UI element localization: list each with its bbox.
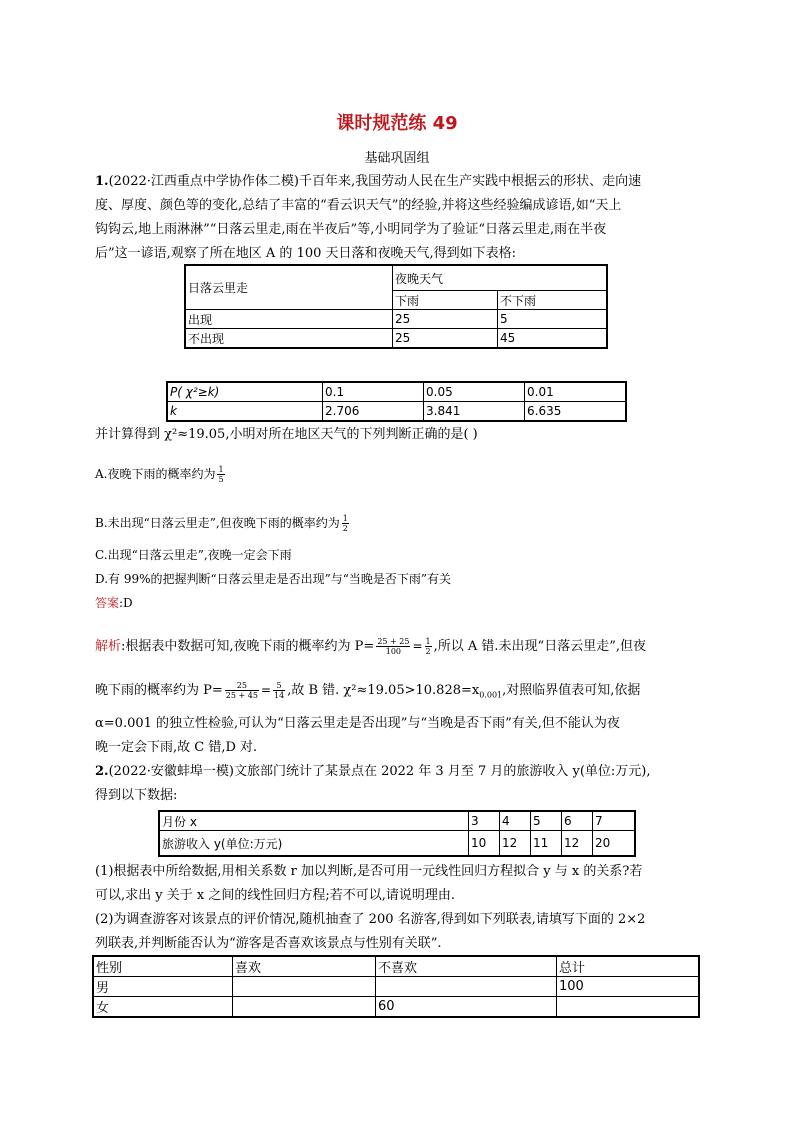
option-b: B.未出现“日落云里走”,但夜晚下雨的概率约为 $\frac{1}{2}$ <box>95 514 348 533</box>
critical-value-table <box>166 381 627 422</box>
q1-line3: 钩钩云,地上雨淋淋”“日落云里走,雨在半夜后”等,小明同学为了验证“日落云里走,雨在半夜 <box>95 222 607 237</box>
analysis-label: 解析 <box>95 639 122 654</box>
q2-line1: 2.(2022·安徽蚌埠一模)文旅部门统计了某景点在 2022 年 3 月至 7 月的旅游收入 y(单位:万元), <box>95 764 651 779</box>
analysis-line2: 晚下雨的概率约为 P= $\frac{25}{25 + 45}$ = $\frac{5}{14}$ ,故 B 错. $\chi^2\approx 19.05>10.828=x_{0.001}$,对照临界值表可知,依据 <box>95 681 641 700</box>
table-row: 月份 x 3 4 5 6 7 <box>159 811 635 831</box>
weather-contingency-table <box>184 264 608 349</box>
analysis-line3: α=0.001 的独立性检验,可认为“日落云里走是否出现”与“当晚是否下雨”有关,但不能认为夜 <box>95 716 620 731</box>
answer-label: 答案 <box>95 596 120 610</box>
q1-line1: 1.(2022·江西重点中学协作体二模)千百年来,我国劳动人民在生产实践中根据云的形状、走向速 <box>95 174 642 189</box>
table-row: 性别 喜欢 不喜欢 总计 <box>93 956 699 977</box>
q2-number: 2. <box>95 764 109 779</box>
table-row: 不出现 25 45 <box>185 329 607 349</box>
q2-part1-line1: (1)根据表中所给数据,用相关系数 r 加以判断,是否可用一元线性回归方程拟合 y 与 x 的关系?若 <box>95 864 643 879</box>
q1-stem-end: 并计算得到 χ²≈19.05,小明对所在地区天气的下列判断正确的是( ) <box>95 427 478 442</box>
q1-line4: 后”这一谚语,观察了所在地区 A 的 100 天日落和夜晚天气,得到如下表格: <box>95 246 517 261</box>
q2-part2-line1: (2)为调查游客对该景点的评价情况,随机抽查了 200 名游客,得到如下列联表,请填写下面的 2×2 <box>95 912 646 927</box>
q2-part2-line2: 列联表,并判断能否认为“游客是否喜欢该景点与性别有关联”. <box>95 936 442 951</box>
income-table <box>158 810 636 857</box>
option-d: D.有 99%的把握判断“日落云里走是否出现”与“当晚是否下雨”有关 <box>95 572 452 586</box>
table-row: 出现 25 5 <box>185 310 607 329</box>
option-c: C.出现“日落云里走”,夜晚一定会下雨 <box>95 548 292 562</box>
fraction: $\frac{1}{5}$ <box>218 465 224 484</box>
answer: 答案:D <box>95 596 133 610</box>
table-row: 男 100 <box>93 977 699 997</box>
table-row: 旅游收入 y(单位:万元) 10 12 11 12 20 <box>159 831 635 857</box>
table-row: k 2.706 3.841 6.635 <box>167 402 626 422</box>
table-row: 女 60 <box>93 997 699 1018</box>
q2-line2: 得到以下数据: <box>95 788 178 803</box>
table-corner: 日落云里走 <box>185 265 393 310</box>
option-a: A.夜晚下雨的概率约为 $\frac{1}{5}$ <box>95 465 224 484</box>
table-row: P( χ²≥k) 0.1 0.05 0.01 <box>167 382 626 402</box>
page-title: 课时规范练 49 <box>336 113 458 134</box>
q1-line2: 度、厚度、颜色等的变化,总结了丰富的“看云识天气”的经验,并将这些经验编成谚语,如“天上 <box>95 198 622 213</box>
table-subheader: 下雨 <box>393 291 498 310</box>
analysis-line1: 解析:根据表中数据可知,夜晚下雨的概率约为 P= $\frac{25 + 25}{100}$ = $\frac{1}{2}$ ,所以 A 错.未出现“日落云里走”,但夜 <box>95 637 646 656</box>
table-subheader: 不下雨 <box>498 291 608 310</box>
section-title: 基础巩固组 <box>364 151 430 166</box>
analysis-line4: 晚一定会下雨,故 C 错,D 对. <box>95 740 258 755</box>
q2-part1-line2: 可以,求出 y 关于 x 之间的线性回归方程;若不可以,请说明理由. <box>95 888 455 903</box>
q1-number: 1. <box>95 174 109 189</box>
table-header: 夜晚天气 <box>393 265 608 291</box>
fraction: $\frac{1}{2}$ <box>342 514 348 533</box>
gender-contingency-table <box>92 955 700 1018</box>
